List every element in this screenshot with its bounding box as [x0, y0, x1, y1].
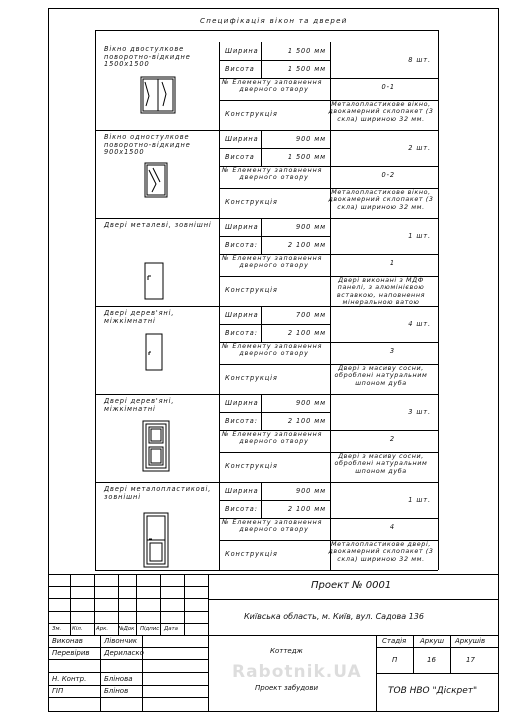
height-value: 2 100 мм — [287, 241, 326, 249]
construction-label: Конструкція — [225, 374, 278, 382]
construction-text: Металопластикове вікно, двокамерний склопакет (3 скла) шириною 32 мм. — [328, 188, 434, 211]
height-value: 1 500 мм — [287, 153, 326, 161]
width-label: Ширина — [225, 135, 259, 143]
cell-divider — [219, 236, 330, 237]
item-name: Вікно одностулкове поворотно-відкидне 900х1500 — [104, 133, 191, 156]
cell-divider — [219, 412, 330, 413]
interior-door-icon — [145, 333, 163, 371]
height-value: 2 100 мм — [287, 417, 326, 425]
row-separator — [95, 306, 438, 307]
element-number: 4 — [389, 523, 395, 531]
element-number: 3 — [389, 347, 395, 355]
title-block-line — [376, 635, 377, 712]
item-name: Двері металеві, зовнішні — [104, 221, 212, 229]
panel-door-icon — [142, 420, 170, 472]
element-number-label: № Елементу заповнення дверного отвору — [222, 519, 323, 533]
height-value: 2 100 мм — [287, 505, 326, 513]
table-left-border — [95, 30, 96, 570]
height-label: Висота — [225, 153, 255, 161]
quantity: 4 шт. — [408, 320, 431, 328]
cell-divider — [219, 148, 330, 149]
element-number-label: № Елементу заповнення дверного отвору — [222, 343, 323, 357]
construction-label: Конструкція — [225, 462, 278, 470]
person-name: Блінов — [104, 687, 129, 695]
width-label: Ширина — [225, 311, 259, 319]
project-address: Київська область, м. Київ, вул. Садова 136 — [244, 612, 424, 621]
item-name: Вікно двостулкове поворотно-відкидне 1500х1500 — [104, 45, 191, 68]
object-name: Коттедж — [270, 647, 303, 655]
height-value: 1 500 мм — [287, 65, 326, 73]
construction-text: Металопластикове вікно, двокамерний склопакет (3 скла) шириною 32 мм. — [328, 100, 434, 123]
width-value: 700 мм — [295, 311, 326, 319]
cell-divider — [219, 324, 330, 325]
item-name: Двері дерев'яні, міжкімнатні — [104, 309, 175, 325]
person-role: Перевірив — [52, 649, 90, 657]
row-separator — [95, 218, 438, 219]
person-role: Виконав — [52, 637, 83, 645]
item-name: Двері металопластикові, зовнішні — [104, 485, 212, 501]
column-header: Підпис — [140, 626, 160, 632]
title-block-line — [48, 659, 208, 660]
element-number: 0-2 — [381, 171, 395, 179]
sheets-header: Аркушів — [455, 637, 486, 645]
sheets-value: 17 — [466, 656, 475, 664]
cell-divider — [219, 500, 330, 501]
project-number: Проект № 0001 — [311, 580, 392, 591]
pvc-door-icon — [143, 512, 169, 568]
sheet-title: Проект забудови — [255, 684, 319, 692]
stage-header: Стадія — [382, 637, 407, 645]
element-number: 0-1 — [381, 83, 395, 91]
title-block-line — [208, 599, 499, 600]
spec-title: Специфікація вікон та дверей — [200, 17, 348, 25]
title-block-line — [136, 574, 137, 635]
title-block-line — [450, 635, 451, 673]
sheet-value: 16 — [427, 656, 436, 664]
width-label: Ширина — [225, 223, 259, 231]
title-divider — [95, 30, 438, 31]
table-bottom-border — [95, 570, 438, 571]
construction-text: Двері виконані з МДФ панелі, з алюмінієвою вставкою, наповнення мінеральною ватою — [336, 276, 426, 307]
height-label: Висота — [225, 65, 255, 73]
element-number: 1 — [389, 259, 395, 267]
row-separator — [95, 130, 438, 131]
title-block-line — [48, 635, 208, 636]
height-label: Висота: — [225, 241, 258, 249]
title-block-line — [208, 574, 209, 712]
company-name: ТОВ НВО "Діскрет" — [388, 686, 478, 696]
width-label: Ширина — [225, 487, 259, 495]
person-name: Лівончик — [104, 637, 138, 645]
title-block-line — [208, 635, 499, 636]
person-role: ГІП — [52, 687, 64, 695]
double-window-icon — [140, 76, 176, 114]
person-name: Блінова — [104, 675, 133, 683]
quantity: 1 шт. — [408, 496, 431, 504]
title-block-line — [48, 647, 208, 648]
element-number: 2 — [389, 435, 395, 443]
cell-divider — [219, 60, 330, 61]
column-header: Кіл. — [72, 626, 83, 632]
quantity: 8 шт. — [408, 56, 431, 64]
title-block-line — [48, 574, 499, 575]
title-block-line — [160, 574, 161, 635]
watermark: Rabotnik.UA — [232, 662, 362, 682]
width-value: 900 мм — [295, 399, 326, 407]
construction-text: Двері з масиву сосни, оброблені натуральним шпоном дуба — [334, 452, 428, 475]
element-number-label: № Елементу заповнення дверного отвору — [222, 255, 323, 269]
construction-label: Конструкція — [225, 110, 278, 118]
column-header: Зм. — [52, 626, 62, 632]
row-separator — [95, 394, 438, 395]
table-right-border — [438, 30, 439, 570]
stage-value: П — [392, 656, 398, 664]
title-block-line — [376, 673, 499, 674]
title-block-line — [142, 635, 143, 712]
title-block-line — [48, 697, 208, 698]
quantity: 3 шт. — [408, 408, 431, 416]
element-number-label: № Елементу заповнення дверного отвору — [222, 431, 323, 445]
item-name: Двері дерев'яні, міжкімнатні — [104, 397, 175, 413]
width-value: 1 500 мм — [287, 47, 326, 55]
metal-door-icon — [144, 262, 164, 300]
title-block-line — [184, 574, 185, 635]
height-label: Висота: — [225, 417, 258, 425]
height-label: Висота: — [225, 329, 258, 337]
height-label: Висота: — [225, 505, 258, 513]
person-name: Дериласко — [104, 649, 144, 657]
person-role: Н. Контр. — [52, 675, 87, 683]
width-value: 900 мм — [295, 223, 326, 231]
quantity: 1 шт. — [408, 232, 431, 240]
quantity: 2 шт. — [408, 144, 431, 152]
title-block-line — [48, 672, 208, 673]
column-header: Арк. — [96, 626, 109, 632]
element-number-label: № Елементу заповнення дверного отвору — [222, 167, 323, 181]
element-number-label: № Елементу заповнення дверного отвору — [222, 79, 323, 93]
construction-label: Конструкція — [225, 550, 278, 558]
width-label: Ширина — [225, 47, 259, 55]
construction-text: Двері з масиву сосни, оброблені натуральним шпоном дуба — [334, 364, 428, 387]
column-header: Дата — [164, 626, 178, 632]
width-value: 900 мм — [295, 135, 326, 143]
construction-label: Конструкція — [225, 286, 278, 294]
construction-text: Металопластикове двері, двокамерний склопакет (3 скла) шириною 32 мм. — [328, 540, 434, 563]
title-block-line — [48, 685, 208, 686]
row-separator — [95, 482, 438, 483]
title-block-line — [94, 574, 95, 635]
single-window-icon — [144, 162, 168, 198]
construction-label: Конструкція — [225, 198, 278, 206]
title-block-line — [413, 635, 414, 673]
title-block-line — [100, 635, 101, 712]
sheet-header: Аркуш — [420, 637, 445, 645]
width-value: 900 мм — [295, 487, 326, 495]
width-label: Ширина — [225, 399, 259, 407]
title-block-line — [376, 647, 499, 648]
height-value: 2 100 мм — [287, 329, 326, 337]
title-block-line — [70, 574, 71, 635]
column-header: №Док — [118, 626, 135, 632]
